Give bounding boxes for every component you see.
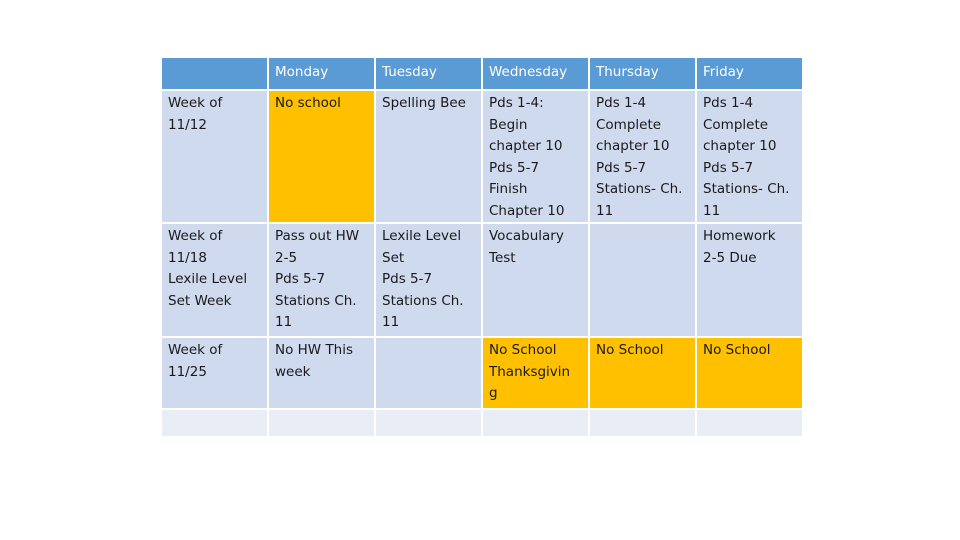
header-wednesday: Wednesday [483, 58, 588, 89]
tuesday-cell [376, 338, 481, 408]
week-cell: Week of 11/18 Lexile Level Set Week [162, 224, 267, 336]
table-row [162, 410, 802, 436]
thursday-cell [590, 410, 695, 436]
wednesday-cell: Pds 1-4: Begin chapter 10 Pds 5-7 Finish Chapter 10 [483, 91, 588, 222]
thursday-cell: No School [590, 338, 695, 408]
header-corner [162, 58, 267, 89]
friday-cell: Pds 1-4 Complete chapter 10 Pds 5-7 Stations- Ch. 11 [697, 91, 802, 222]
table-row [162, 224, 802, 336]
week-cell: Week of 11/25 [162, 338, 267, 408]
tuesday-cell: Lexile Level Set Pds 5-7 Stations Ch. 11 [376, 224, 481, 336]
monday-cell: No school [269, 91, 374, 222]
header-thursday: Thursday [590, 58, 695, 89]
monday-cell [269, 410, 374, 436]
thursday-cell: Pds 1-4 Complete chapter 10 Pds 5-7 Stations- Ch. 11 [590, 91, 695, 222]
monday-cell: Pass out HW 2-5 Pds 5-7 Stations Ch. 11 [269, 224, 374, 336]
friday-cell: No School [697, 338, 802, 408]
wednesday-cell: No School Thanksgivin g [483, 338, 588, 408]
schedule-table [160, 56, 804, 438]
wednesday-cell [483, 410, 588, 436]
friday-cell [697, 410, 802, 436]
thursday-cell [590, 224, 695, 336]
tuesday-cell [376, 410, 481, 436]
week-cell [162, 410, 267, 436]
week-cell: Week of 11/12 [162, 91, 267, 222]
wednesday-cell: Vocabulary Test [483, 224, 588, 336]
table-row [162, 91, 802, 222]
tuesday-cell: Spelling Bee [376, 91, 481, 222]
table-row [162, 338, 802, 408]
header-tuesday: Tuesday [376, 58, 481, 89]
friday-cell: Homework 2-5 Due [697, 224, 802, 336]
monday-cell: No HW This week [269, 338, 374, 408]
header-row [162, 58, 802, 89]
header-monday: Monday [269, 58, 374, 89]
header-friday: Friday [697, 58, 802, 89]
